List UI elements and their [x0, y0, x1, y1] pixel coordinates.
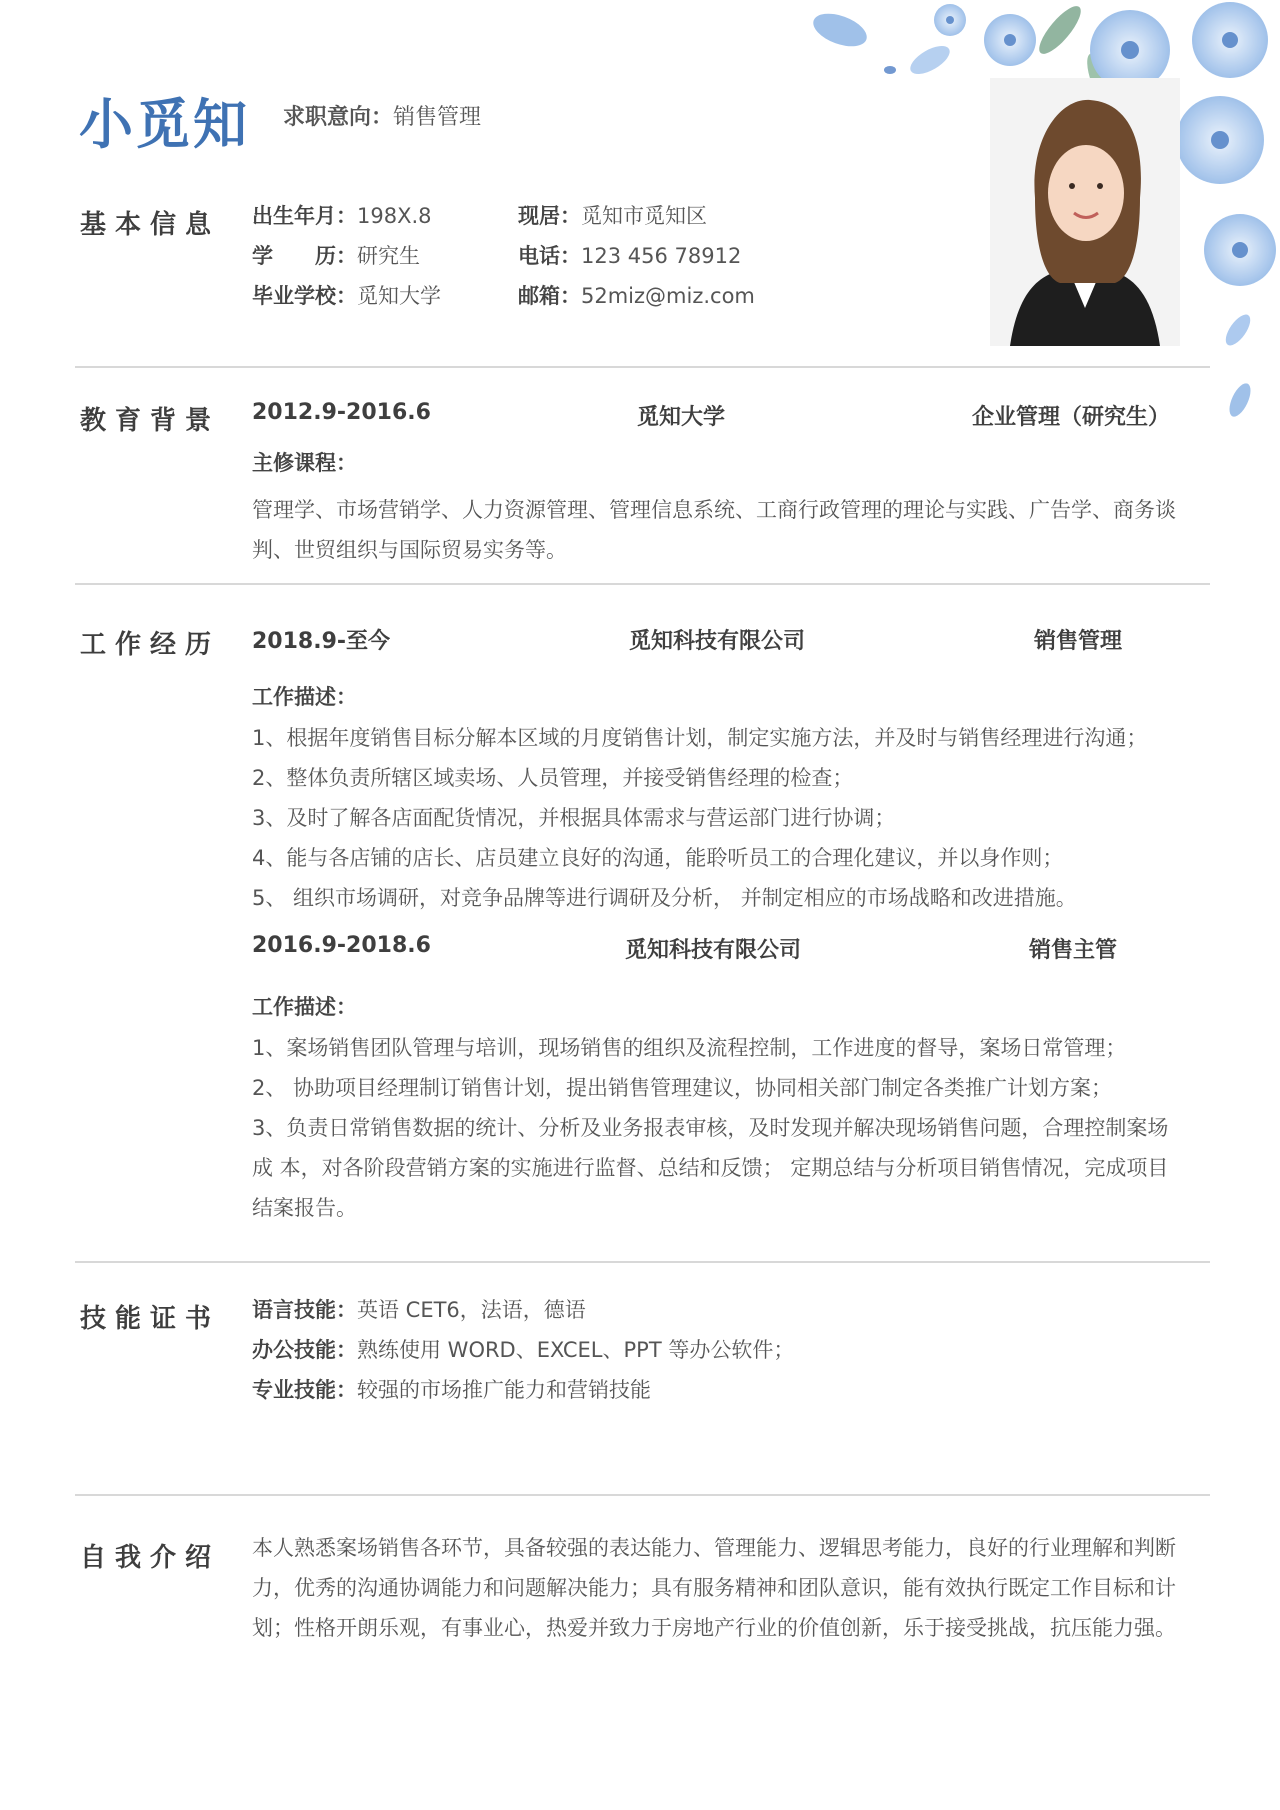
list-item: 4、能与各店铺的店长、店员建立良好的沟通，能聆听员工的合理化建议，并以身作则； — [252, 846, 1064, 870]
basic-row-location: 现居：觅知市觅知区 — [518, 204, 707, 228]
about-text: 本人熟悉案场销售各环节，具备较强的表达能力、管理能力、逻辑思考能力，良好的行业理解和判断力，优秀的沟通协调能力和问题解决能力；具有服务精神和团队意识，能有效执行既定工作目标和计划；性格开朗乐观，有事业心，热爱并致力于房地产行业的价值创新，乐于接受挑战，抗压能力强。 — [252, 1536, 1176, 1640]
list-item: 5、 组织市场调研，对竞争品牌等进行调研及分析， 并制定相应的市场战略和改进措施。 — [252, 886, 1077, 910]
job1-desc-list — [252, 718, 1147, 918]
section-title-about: 自我介绍 — [80, 1543, 221, 1573]
section-title-education: 教育背景 — [80, 406, 221, 436]
divider — [75, 583, 1210, 585]
skills-list — [252, 1290, 794, 1410]
skill-row-office: 办公技能：熟练使用 WORD、EXCEL、PPT 等办公软件； — [252, 1338, 795, 1362]
basic-info-left — [252, 196, 441, 316]
basic-row-email: 邮箱：52miz@miz.com — [518, 284, 755, 308]
job2-period: 2016.9-2018.6 — [252, 933, 431, 958]
education-school: 觅知大学 — [637, 405, 726, 430]
section-title-skills: 技能证书 — [80, 1304, 221, 1334]
courses-text: 管理学、市场营销学、人力资源管理、管理信息系统、工商行政管理的理论与实践、广告学、商务谈判、世贸组织与国际贸易实务等。 — [252, 498, 1176, 562]
courses-label: 主修课程： — [252, 451, 357, 475]
divider — [75, 1261, 1210, 1263]
candidate-name: 小觅知 — [79, 93, 250, 156]
list-item: 2、 协助项目经理制订销售计划，提出销售管理建议，协同相关部门制定各类推广计划方案； — [252, 1076, 1113, 1100]
job2-desc-list — [252, 1028, 1187, 1228]
list-item: 1、案场销售团队管理与培训，现场销售的组织及流程控制，工作进度的督导，案场日常管理； — [252, 1036, 1127, 1060]
list-item: 3、负责日常销售数据的统计、分析及业务报表审核，及时发现并解决现场销售问题，合理控制案场成 本，对各阶段营销方案的实施进行监督、总结和反馈； 定期总结与分析项目销售情况，完成项目结案报告。 — [252, 1116, 1169, 1220]
list-item: 1、根据年度销售目标分解本区域的月度销售计划，制定实施方法，并及时与销售经理进行沟通； — [252, 726, 1148, 750]
job-intent-value: 销售管理 — [393, 105, 482, 130]
section-title-work: 工作经历 — [80, 630, 221, 660]
job2-desc-label: 工作描述： — [252, 995, 357, 1019]
job1-position: 销售管理 — [1034, 629, 1123, 654]
list-item: 3、及时了解各店面配货情况，并根据具体需求与营运部门进行协调； — [252, 806, 896, 830]
divider — [75, 366, 1210, 368]
basic-row-school: 毕业学校：觅知大学 — [252, 284, 441, 308]
skill-row-language: 语言技能：英语 CET6，法语，德语 — [252, 1298, 586, 1322]
job2-position: 销售主管 — [1029, 938, 1118, 963]
divider — [75, 1494, 1210, 1496]
job-intent-label: 求职意向： — [283, 105, 394, 130]
profile-photo — [990, 78, 1180, 346]
skill-row-professional: 专业技能：较强的市场推广能力和营销技能 — [252, 1378, 651, 1402]
basic-row-birth: 出生年月：198X.8 — [252, 204, 432, 228]
basic-info-right — [518, 196, 755, 316]
job2-company: 觅知科技有限公司 — [625, 938, 802, 963]
job1-period: 2018.9-至今 — [252, 629, 391, 654]
job1-desc-label: 工作描述： — [252, 685, 357, 709]
job1-company: 觅知科技有限公司 — [629, 629, 806, 654]
section-title-basic: 基本信息 — [80, 210, 221, 240]
basic-row-degree: 学 历：研究生 — [252, 244, 420, 268]
basic-row-phone: 电话：123 456 78912 — [518, 244, 742, 268]
person-icon — [990, 78, 1180, 346]
list-item: 2、整体负责所辖区域卖场、人员管理，并接受销售经理的检查； — [252, 766, 854, 790]
education-major: 企业管理（研究生） — [972, 405, 1171, 430]
education-period: 2012.9-2016.6 — [252, 400, 431, 425]
job-intent — [283, 100, 481, 131]
